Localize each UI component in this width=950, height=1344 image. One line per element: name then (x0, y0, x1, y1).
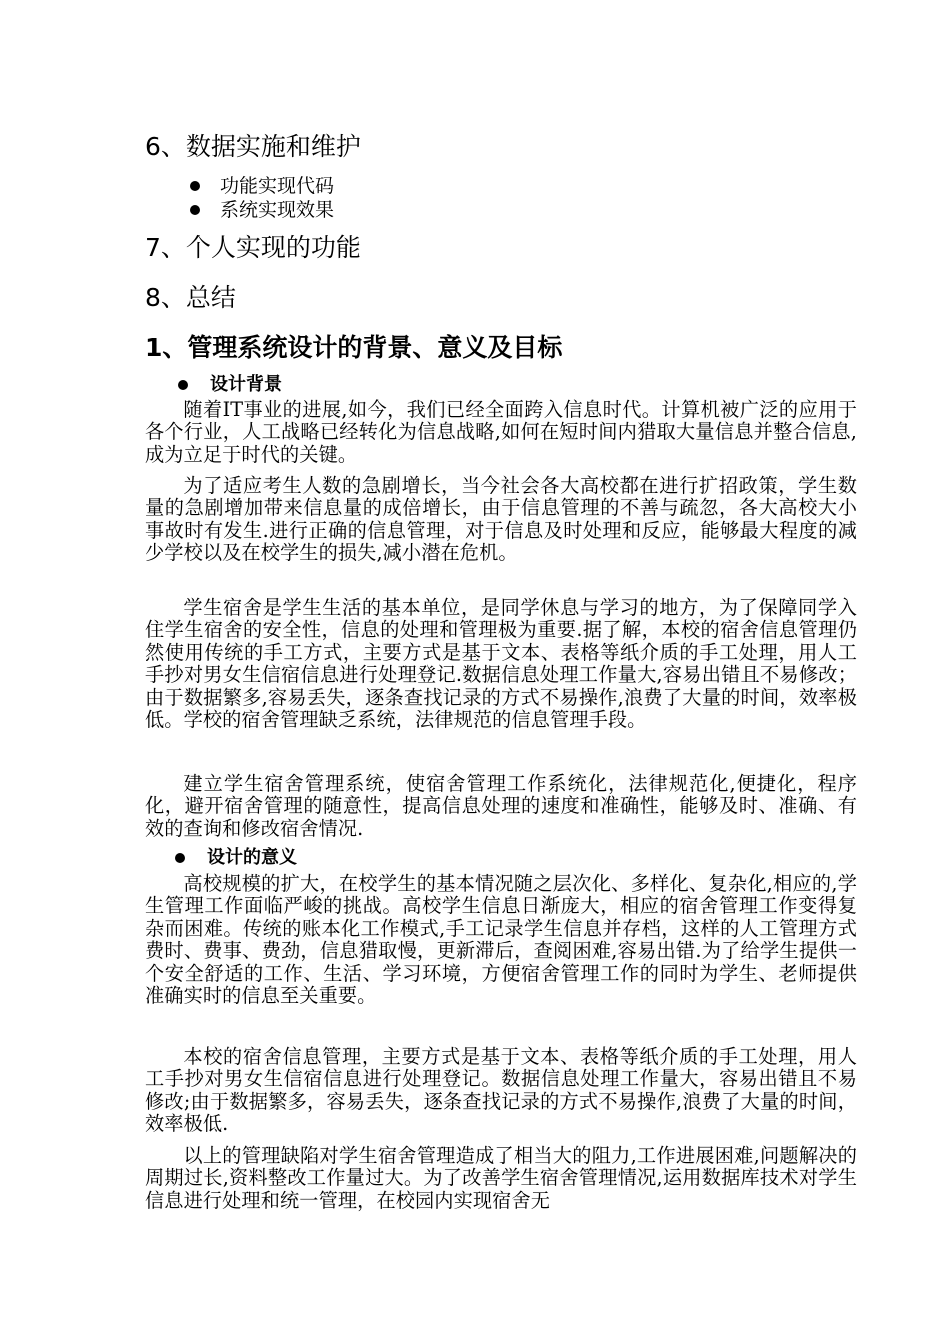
paragraph: 高校规模的扩大，在校学生的基本情况随之层次化、多样化、复杂化,相应的,学生管理工作面临严峻的挑战。高校学生信息日渐庞大，相应的宿舍管理工作变得复杂而困难。传统的账本化工作模式,手工记录学生信息并存档，这样的人工管理方式费时、费事、费劲，信息猎取慢，更新滞后，查阅困难,容易出错.为了给学生提供一个安全舒适的工作、生活、学习环境，方便宿舍管理工作的同时为学生、老师提供准确实时的信息至关重要。 (145, 872, 857, 1008)
toc-item-7: 7、个人实现的功能 (145, 233, 361, 262)
toc-bullet-label: 系统实现效果 (220, 199, 335, 221)
subheading-background (178, 374, 282, 396)
bullet-icon (190, 181, 200, 191)
paragraph: 建立学生宿舍管理系统，使宿舍管理工作系统化，法律规范化,便捷化，程序化，避开宿舍管理的随意性，提高信息处理的速度和准确性，能够及时、准确、有效的查询和修改宿舍情况. (145, 772, 857, 840)
toc-bullet-item (190, 175, 334, 197)
subheading-label: 设计的意义 (207, 847, 297, 868)
section-title: 1、管理系统设计的背景、意义及目标 (145, 333, 563, 362)
bullet-icon (175, 853, 185, 863)
toc-item-6: 6、数据实施和维护 (145, 132, 361, 161)
toc-bullet-label: 功能实现代码 (220, 175, 335, 197)
toc-bullet-item (190, 199, 334, 221)
bullet-icon (190, 205, 200, 215)
paragraph: 本校的宿舍信息管理，主要方式是基于文本、表格等纸介质的手工处理，用人工手抄对男女生信宿信息进行处理登记。数据信息处理工作量大，容易出错且不易修改;由于数据繁多，容易丢失，逐条查找记录的方式不易操作,浪费了大量的时间，效率极低. (145, 1045, 857, 1136)
paragraph: 学生宿舍是学生生活的基本单位，是同学休息与学习的地方，为了保障同学入住学生宿舍的安全性，信息的处理和管理极为重要.据了解，本校的宿舍信息管理仍然使用传统的手工方式，主要方式是基于文本、表格等纸介质的手工处理，用人工手抄对男女生信宿信息进行处理登记.数据信息处理工作量大,容易出错且不易修改；由于数据繁多,容易丢失，逐条查找记录的方式不易操作,浪费了大量的时间，效率极低。学校的宿舍管理缺乏系统，法律规范的信息管理手段。 (145, 596, 857, 732)
subheading-label: 设计背景 (210, 374, 282, 395)
paragraph: 随着IT事业的进展,如今，我们已经全面跨入信息时代。计算机被广泛的应用于各个行业，人工战略已经转化为信息战略,如何在短时间内猎取大量信息并整合信息,成为立足于时代的关键。 (145, 398, 857, 466)
paragraph: 为了适应考生人数的急剧增长，当今社会各大高校都在进行扩招政策，学生数量的急剧增加带来信息量的成倍增长，由于信息管理的不善与疏忽，各大高校大小事故时有发生.进行正确的信息管理，对于信息及时处理和反应，能够最大程度的减少学校以及在校学生的损失,减小潜在危机。 (145, 474, 857, 565)
subheading-significance (175, 847, 297, 869)
toc-item-8: 8、总结 (145, 283, 236, 312)
paragraph: 以上的管理缺陷对学生宿舍管理造成了相当大的阻力,工作进展困难,问题解决的周期过长,资料整改工作量过大。为了改善学生宿舍管理情况,运用数据库技术对学生信息进行处理和统一管理，在校园内实现宿舍无 (145, 1144, 857, 1212)
bullet-icon (178, 380, 188, 390)
